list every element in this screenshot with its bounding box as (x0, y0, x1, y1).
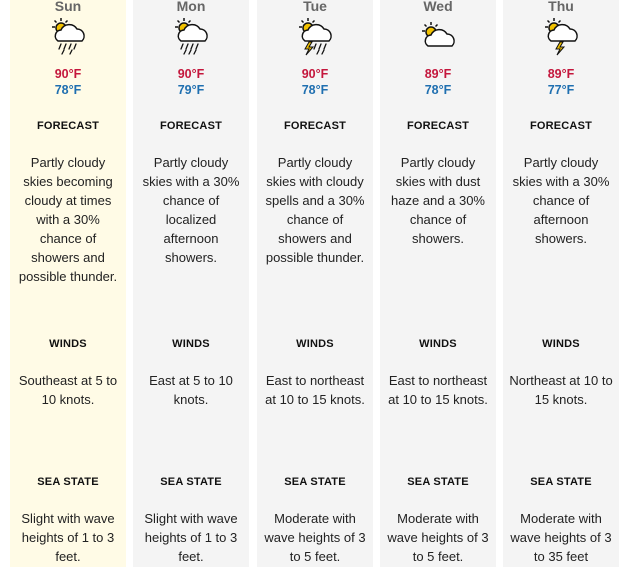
partly-cloudy-icon (418, 16, 460, 56)
forecast-label: FORECAST (406, 120, 470, 132)
winds-text: East to northeast at 10 to 15 knots. (388, 373, 488, 407)
winds-label: WINDS (172, 338, 210, 350)
winds-text: Northeast at 10 to 15 knots. (509, 373, 613, 407)
day-column-tue (257, 0, 373, 567)
forecast-text: Partly cloudy skies with a 30% chance of localized afternoon showers. (142, 155, 240, 265)
partly-cloudy-thunder-icon (541, 16, 583, 56)
day-column-wed (380, 0, 496, 567)
sea-state-label: SEA STATE (530, 476, 592, 488)
low-temp: 78°F (424, 83, 452, 97)
sea-state-label: SEA STATE (407, 476, 469, 488)
forecast-label: FORECAST (159, 120, 223, 132)
winds-label: WINDS (296, 338, 334, 350)
winds-label: WINDS (542, 338, 580, 350)
day-column-mon (133, 0, 249, 567)
forecast-text: Partly cloudy skies with dust haze and a 30% chance of showers. (391, 155, 485, 246)
winds-text: East to northeast at 10 to 15 knots. (265, 373, 365, 407)
forecast-label: FORECAST (36, 120, 100, 132)
sea-state-text: Moderate with wave heights of 3 to 5 feet. (387, 511, 489, 564)
day-column-thu (503, 0, 619, 567)
partly-cloudy-showers-icon (171, 16, 213, 56)
sea-state-text: Slight with wave heights of 1 to 3 feet. (21, 511, 115, 564)
forecast-label: FORECAST (283, 120, 347, 132)
partly-cloudy-showers-thunder-icon (48, 16, 90, 56)
forecast-text: Partly cloudy skies with cloudy spells and a 30% chance of showers and possible thunder. (265, 155, 365, 265)
day-name: Thu (548, 0, 574, 14)
sea-state-label: SEA STATE (37, 476, 99, 488)
low-temp: 77°F (547, 83, 575, 97)
forecast-text: Partly cloudy skies becoming cloudy at times with a 30% chance of showers and possible thunder. (18, 155, 118, 284)
thunderstorm-showers-icon (295, 16, 337, 56)
sea-state-text: Slight with wave heights of 1 to 3 feet. (144, 511, 238, 564)
sea-state-label: SEA STATE (284, 476, 346, 488)
high-temp: 90°F (301, 67, 329, 81)
day-name: Mon (176, 0, 206, 14)
high-temp: 90°F (177, 67, 205, 81)
high-temp: 90°F (54, 67, 82, 81)
high-temp: 89°F (424, 67, 452, 81)
day-column-sun (10, 0, 126, 567)
low-temp: 79°F (177, 83, 205, 97)
sea-state-label: SEA STATE (160, 476, 222, 488)
forecast-text: Partly cloudy skies with a 30% chance of afternoon showers. (512, 155, 610, 246)
day-name: Wed (423, 0, 453, 14)
day-name: Sun (54, 0, 82, 14)
forecast-label: FORECAST (529, 120, 593, 132)
low-temp: 78°F (301, 83, 329, 97)
winds-text: Southeast at 5 to 10 knots. (18, 373, 118, 407)
low-temp: 78°F (54, 83, 82, 97)
winds-text: East at 5 to 10 knots. (149, 373, 233, 407)
sea-state-text: Moderate with wave heights of 3 to 35 feet (510, 511, 612, 564)
sea-state-text: Moderate with wave heights of 3 to 5 feet. (264, 511, 366, 564)
high-temp: 89°F (547, 67, 575, 81)
day-name: Tue (303, 0, 327, 14)
winds-label: WINDS (49, 338, 87, 350)
winds-label: WINDS (419, 338, 457, 350)
